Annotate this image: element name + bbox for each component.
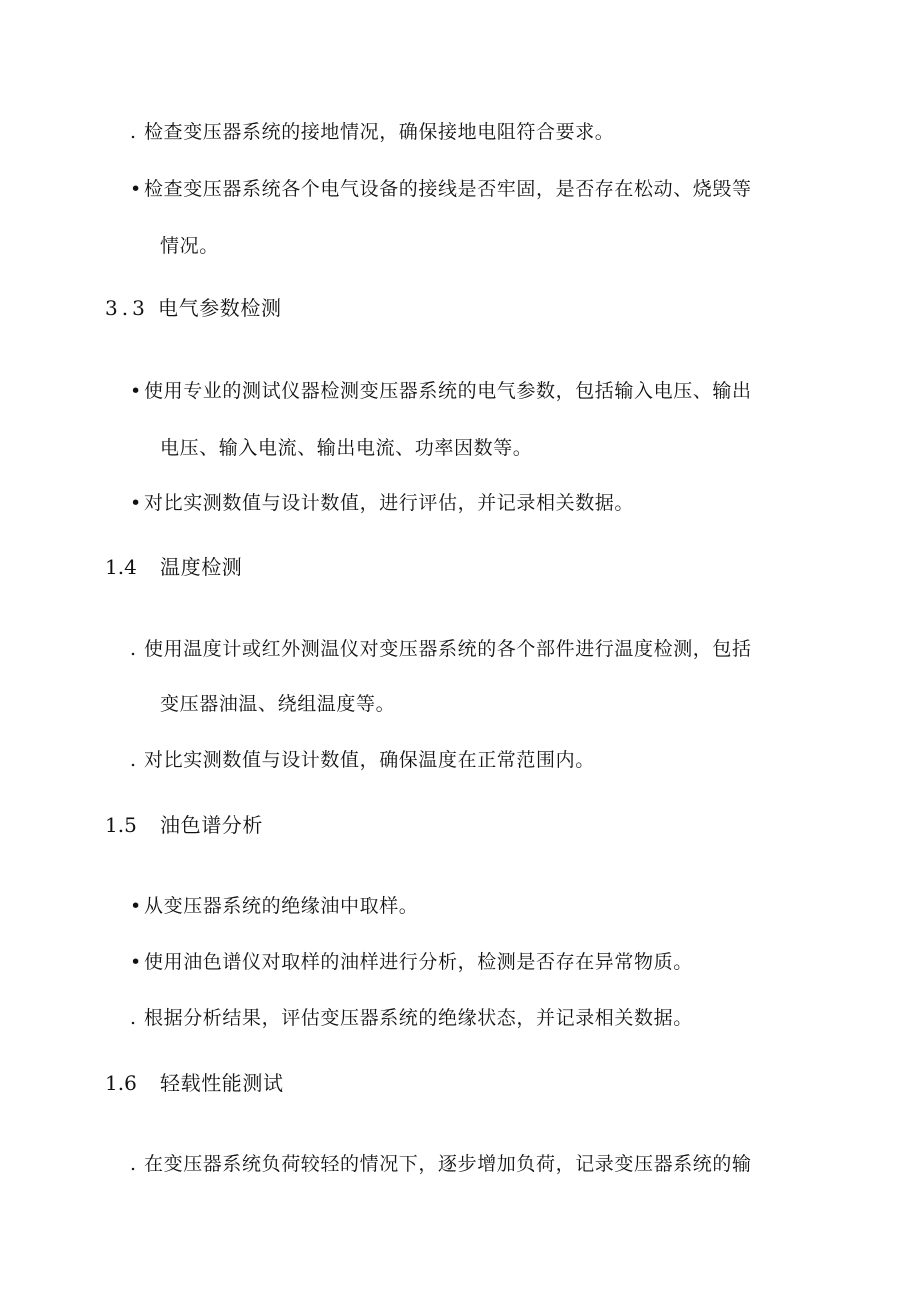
section-number: 1.5 xyxy=(105,813,137,837)
list-marker: . xyxy=(130,1007,137,1029)
list-item xyxy=(130,1006,693,1030)
list-marker: • xyxy=(130,492,142,514)
section-title: 油色谱分析 xyxy=(160,813,263,837)
list-item xyxy=(130,894,418,918)
list-item xyxy=(130,177,752,201)
list-item-continuation: 变压器油温、绕组温度等。 xyxy=(160,693,396,715)
section-number: 3.3 xyxy=(105,296,149,320)
list-item-text: 在变压器系统负荷较轻的情况下，逐步增加负荷，记录变压器系统的输 xyxy=(144,1153,752,1175)
list-item-text: 使用专业的测试仪器检测变压器系统的电气参数，包括输入电压、输出 xyxy=(144,380,752,402)
list-item xyxy=(130,748,595,772)
list-marker: . xyxy=(130,749,137,771)
list-item-text: 检查变压器系统的接地情况，确保接地电阻符合要求。 xyxy=(144,121,615,143)
list-item xyxy=(130,491,634,515)
section-number: 1.6 xyxy=(105,1071,137,1095)
list-item-text: 根据分析结果，评估变压器系统的绝缘状态，并记录相关数据。 xyxy=(144,1007,693,1029)
list-item xyxy=(130,950,693,974)
list-marker: . xyxy=(130,121,137,143)
section-title: 电气参数检测 xyxy=(158,296,282,320)
section-title: 温度检测 xyxy=(160,555,243,579)
list-item-text: 检查变压器系统各个电气设备的接线是否牢固，是否存在松动、烧毁等 xyxy=(144,178,752,200)
section-title: 轻载性能测试 xyxy=(160,1071,284,1095)
list-marker: • xyxy=(130,380,142,402)
list-marker: • xyxy=(130,178,142,200)
list-item-continuation: 情况。 xyxy=(160,235,219,257)
list-item-text: 使用温度计或红外测温仪对变压器系统的各个部件进行温度检测，包括 xyxy=(144,638,752,660)
list-item xyxy=(130,1152,752,1176)
list-marker: • xyxy=(130,895,142,917)
list-item-text: 使用油色谱仪对取样的油样进行分析，检测是否存在异常物质。 xyxy=(144,951,693,973)
list-marker: . xyxy=(130,1153,137,1175)
list-item-text: 对比实测数值与设计数值，进行评估，并记录相关数据。 xyxy=(144,492,635,514)
list-item xyxy=(130,120,614,144)
list-item-continuation: 电压、输入电流、输出电流、功率因数等。 xyxy=(160,437,533,459)
list-item-text: 从变压器系统的绝缘油中取样。 xyxy=(144,895,419,917)
list-item xyxy=(130,637,752,661)
list-marker: • xyxy=(130,951,142,973)
list-marker: . xyxy=(130,638,137,660)
list-item-text: 对比实测数值与设计数值，确保温度在正常范围内。 xyxy=(144,749,595,771)
section-number: 1.4 xyxy=(105,555,137,579)
list-item xyxy=(130,379,752,403)
